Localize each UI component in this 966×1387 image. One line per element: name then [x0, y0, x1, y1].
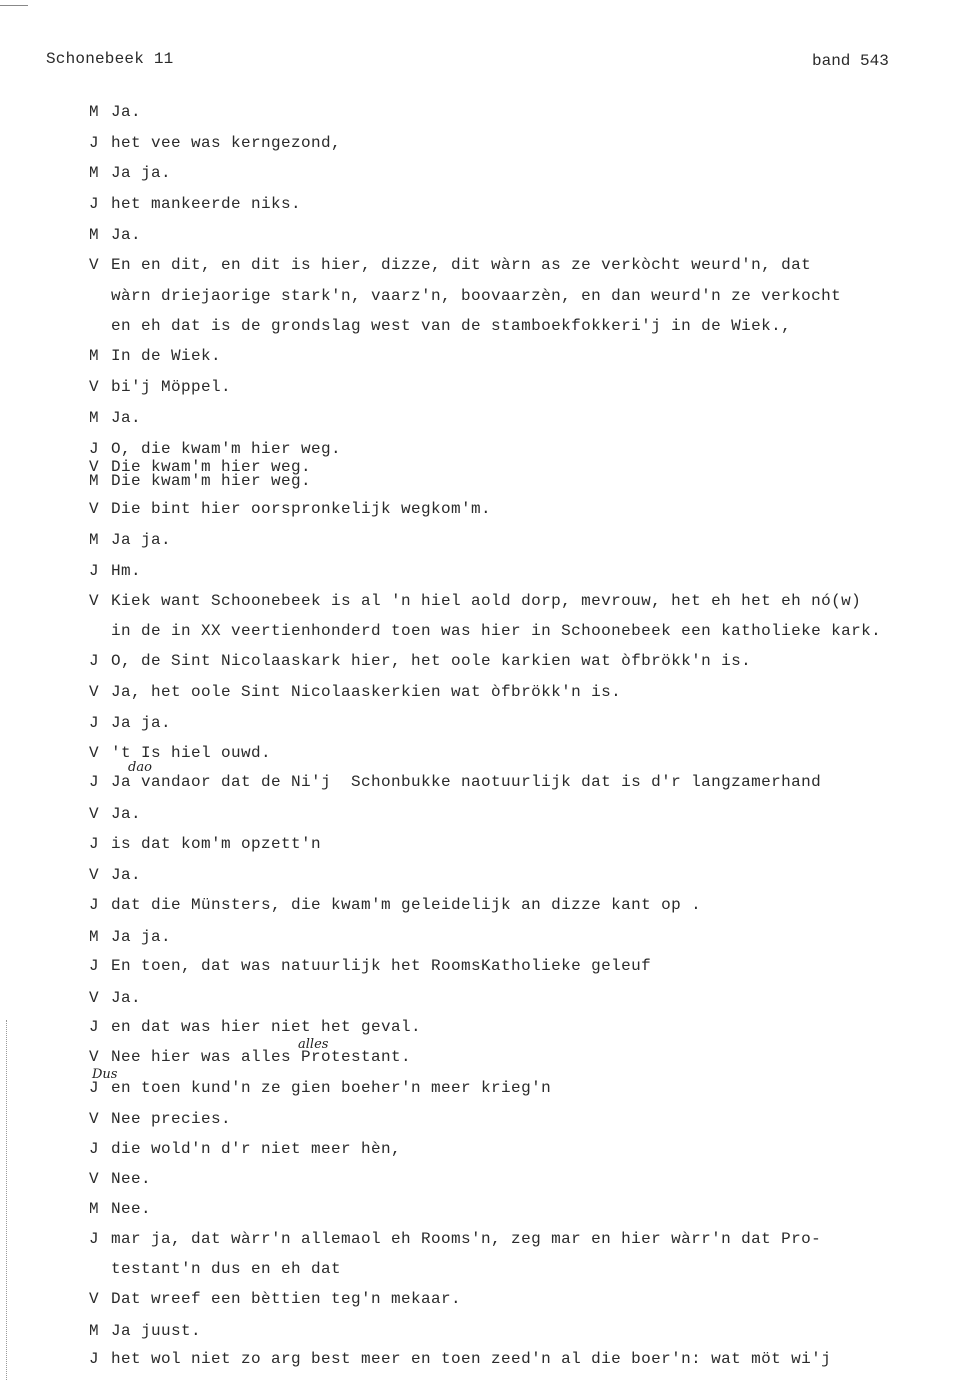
transcript-line: [89, 957, 651, 975]
transcript-line: [89, 652, 751, 670]
line-text: En en dit, en dit is hier, dizze, dit wàrn as ze verkòcht weurd'n, dat: [111, 256, 812, 274]
transcript-line: [89, 440, 341, 458]
transcript-line: [89, 256, 811, 274]
transcript-line: [89, 164, 171, 182]
speaker-label: V: [89, 683, 100, 701]
speaker-label: J: [89, 773, 100, 791]
line-text: O, die kwam'm hier weg.: [111, 440, 342, 458]
line-text: in de in XX veertienhonderd toen was hier in Schoonebeek een katholieke kark.: [111, 622, 882, 640]
transcript-line: [89, 103, 141, 121]
line-text: is dat kom'm opzett'n: [111, 835, 322, 853]
line-text: Nee hier was alles Protestant.: [111, 1048, 412, 1066]
speaker-label: J: [89, 835, 100, 853]
speaker-label: V: [89, 1048, 100, 1066]
speaker-label: V: [89, 1110, 100, 1128]
line-text: testant'n dus en eh dat: [111, 1260, 342, 1278]
speaker-label: J: [89, 134, 100, 152]
line-text: In de Wiek.: [111, 347, 222, 365]
line-text: Ja ja.: [111, 164, 172, 182]
transcript-line: [89, 562, 141, 580]
transcript-line: [89, 531, 171, 549]
line-text: Ja.: [111, 989, 142, 1007]
transcript-line: [89, 744, 271, 762]
line-text: Ja.: [111, 103, 142, 121]
line-text: Ja.: [111, 226, 142, 244]
line-text: Nee.: [111, 1170, 152, 1188]
speaker-label: M: [89, 164, 100, 182]
line-text: 't Is hiel ouwd.: [111, 744, 272, 762]
line-text: en eh dat is de grondslag west van de stamboekfokkeri'j in de Wiek.,: [111, 317, 792, 335]
speaker-label: J: [89, 957, 100, 975]
transcript-line: [89, 1018, 421, 1036]
handwritten-dao: dao: [128, 760, 152, 775]
speaker-label: V: [89, 744, 100, 762]
transcript-line: [89, 1290, 461, 1308]
transcript-line-continuation: [111, 1260, 341, 1278]
line-text: Ja.: [111, 409, 142, 427]
transcript-line: [89, 683, 621, 701]
line-text: dat die Münsters, die kwam'm geleidelijk an dizze kant op .: [111, 896, 702, 914]
line-text: Ja vandaor dat de Ni'j Schonbukke naotuurlijk dat is d'r langzamerhand: [111, 773, 822, 791]
line-text: Ja ja.: [111, 714, 172, 732]
line-text: en dat was hier niet het geval.: [111, 1018, 422, 1036]
speaker-label: V: [89, 256, 100, 274]
transcript-line: [89, 773, 821, 791]
transcript-line: [89, 1140, 401, 1158]
line-text: Ja ja.: [111, 531, 172, 549]
line-text: Die bint hier oorspronkelijk wegkom'm.: [111, 500, 492, 518]
line-text: mar ja, dat wàrr'n allemaol eh Rooms'n, zeg mar en hier wàrr'n dat Pro-: [111, 1230, 822, 1248]
speaker-label: V: [89, 866, 100, 884]
line-text: Ja juust.: [111, 1322, 202, 1340]
speaker-label: V: [89, 378, 100, 396]
transcript-line: [89, 866, 141, 884]
margin-line: [6, 1020, 8, 1380]
speaker-label: J: [89, 195, 100, 213]
speaker-label: M: [89, 531, 100, 549]
transcript-line: [89, 592, 861, 610]
line-text: het vee was kerngezond,: [111, 134, 342, 152]
speaker-label: M: [89, 347, 100, 365]
transcript-line: [89, 226, 141, 244]
line-text: Dat wreef een bèttien teg'n mekaar.: [111, 1290, 462, 1308]
line-text: wàrn driejaorige stark'n, vaarz'n, boovaarzèn, en dan weurd'n ze verkocht: [111, 287, 842, 305]
line-text: en toen kund'n ze gien boeher'n meer krieg'n: [111, 1079, 552, 1097]
line-text: Ja.: [111, 866, 142, 884]
speaker-label: J: [89, 1140, 100, 1158]
speaker-label: M: [89, 103, 100, 121]
line-text: Die kwam'm hier weg.: [111, 472, 312, 490]
transcript-line: [89, 989, 141, 1007]
line-text: Nee.: [111, 1200, 152, 1218]
transcript-line: [89, 835, 321, 853]
transcript-line: [89, 472, 311, 490]
line-text: Hm.: [111, 562, 142, 580]
transcript-line: [89, 1200, 151, 1218]
line-text: die wold'n d'r niet meer hèn,: [111, 1140, 402, 1158]
transcript-line: [89, 347, 221, 365]
transcript-line: [89, 1230, 821, 1248]
speaker-label: J: [89, 1230, 100, 1248]
speaker-label: J: [89, 714, 100, 732]
speaker-label: J: [89, 1079, 100, 1097]
transcript-line: [89, 714, 171, 732]
line-text: het mankeerde niks.: [111, 195, 302, 213]
speaker-label: M: [89, 928, 100, 946]
handwritten-dus: Dus: [92, 1067, 118, 1082]
transcript-line: [89, 805, 141, 823]
header-title: Schonebeek 11: [46, 50, 174, 68]
line-text: Die kwam'm hier weg.: [111, 458, 312, 476]
speaker-label: V: [89, 989, 100, 1007]
transcript-line-continuation: [111, 287, 841, 305]
transcript-line: [89, 1350, 831, 1368]
speaker-label: J: [89, 1350, 100, 1368]
scan-mark: [0, 5, 28, 6]
speaker-label: J: [89, 1018, 100, 1036]
transcript-line: [89, 1079, 551, 1097]
transcript-line-continuation: [111, 317, 791, 335]
speaker-label: M: [89, 1200, 100, 1218]
line-text: Ja, het oole Sint Nicolaaskerkien wat òfbrökk'n is.: [111, 683, 622, 701]
transcript-line: [89, 1170, 151, 1188]
line-text: En toen, dat was natuurlijk het RoomsKatholieke geleuf: [111, 957, 652, 975]
transcript-line: [89, 134, 341, 152]
speaker-label: M: [89, 409, 100, 427]
speaker-label: M: [89, 1322, 100, 1340]
transcript-line: [89, 409, 141, 427]
speaker-label: J: [89, 562, 100, 580]
speaker-label: V: [89, 805, 100, 823]
speaker-label: V: [89, 500, 100, 518]
speaker-label: V: [89, 592, 100, 610]
speaker-label: J: [89, 440, 100, 458]
line-text: Ja ja.: [111, 928, 172, 946]
line-text: bi'j Möppel.: [111, 378, 232, 396]
speaker-label: V: [89, 1290, 100, 1308]
line-text: O, de Sint Nicolaaskark hier, het oole karkien wat òfbrökk'n is.: [111, 652, 752, 670]
transcript-line-continuation: [111, 622, 881, 640]
transcript-line: [89, 195, 301, 213]
handwritten-alles: alles: [298, 1037, 329, 1052]
transcript-line: [89, 896, 701, 914]
line-text: het wol niet zo arg best meer en toen zeed'n al die boer'n: wat möt wi'j: [111, 1350, 832, 1368]
transcript-line: [89, 500, 491, 518]
transcript-line: [89, 378, 231, 396]
transcript-line: [89, 1110, 231, 1128]
transcript-line: [89, 1048, 411, 1066]
speaker-label: M: [89, 226, 100, 244]
line-text: Kiek want Schoonebeek is al 'n hiel aold dorp, mevrouw, het eh het eh nó(w): [111, 592, 862, 610]
transcript-line: [89, 928, 171, 946]
speaker-label: M: [89, 472, 100, 490]
line-text: Nee precies.: [111, 1110, 232, 1128]
transcript-line: [89, 1322, 201, 1340]
header-band-number: band 543: [812, 52, 889, 70]
line-text: Ja.: [111, 805, 142, 823]
speaker-label: V: [89, 1170, 100, 1188]
speaker-label: J: [89, 896, 100, 914]
speaker-label: J: [89, 652, 100, 670]
speaker-label: V: [89, 458, 100, 476]
